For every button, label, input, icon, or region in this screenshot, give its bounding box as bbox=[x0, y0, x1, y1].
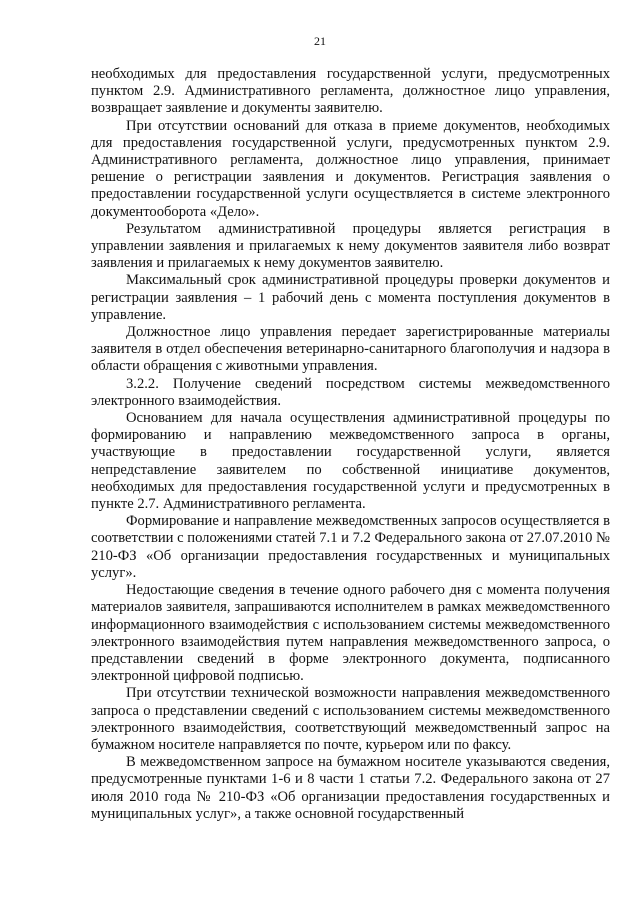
page-number: 21 bbox=[314, 34, 326, 48]
section-heading: 3.2.2. Получение сведений посредством системы межведомственного электронного взаимодействия. bbox=[91, 375, 610, 409]
paragraph: Основанием для начала осуществления административной процедуры по формированию и направлению межведомственного запроса в органы, участвующие в предоставлении государственной услуги, является непредставление заявителем по собственной инициативе документов, необходимых для предоставления государственной услуги и предусмотренных в пункте 2.7. Административного регламента. bbox=[91, 410, 610, 513]
paragraph: Должностное лицо управления передает зарегистрированные материалы заявителя в отдел обеспечения ветеринарно-санитарного благополучия и надзора в области обращения с животными управления. bbox=[91, 324, 610, 375]
paragraph: При отсутствии оснований для отказа в приеме документов, необходимых для предоставления государственной услуги, предусмотренных пунктом 2.9. Административного регламента, должностное лицо управления, принимает решение о регистрации заявления и документов. Регистрация заявления о предоставлении государственной услуги осуществляется в системе электронного документооборота «Дело». bbox=[91, 117, 610, 220]
paragraph: В межведомственном запросе на бумажном носителе указываются сведения, предусмотренные пунктами 1-6 и 8 части 1 статьи 7.2. Федерального закона от 27 июля 2010 года № 210-ФЗ «Об организации предоставления государственных и муниципальных услуг», а также основной государственный bbox=[91, 754, 610, 822]
paragraph: Максимальный срок административной процедуры проверки документов и регистрации заявления – 1 рабочий день с момента поступления документов в управление. bbox=[91, 272, 610, 323]
paragraph: необходимых для предоставления государственной услуги, предусмотренных пунктом 2.9. Административного регламента, должностное лицо управления, возвращает заявление и документы заявителю. bbox=[91, 66, 610, 117]
paragraph: При отсутствии технической возможности направления межведомственного запроса о представлении сведений с использованием системы межведомственного электронного взаимодействия, соответствующий межведомственный запрос на бумажном носителе направляется по почте, курьером или по факсу. bbox=[91, 685, 610, 753]
paragraph: Результатом административной процедуры является регистрация в управлении заявления и прилагаемых к нему документов заявителя либо возврат заявления и прилагаемых к нему документов заявителю. bbox=[91, 220, 610, 272]
paragraph: Недостающие сведения в течение одного рабочего дня с момента получения материалов заявителя, запрашиваются исполнителем в рамках межведомственного информационного взаимодействия с использованием системы межведомственного электронного взаимодействия путем направления межведомственного запроса, о представлении сведений в форме электронного документа, подписанного электронной цифровой подписью. bbox=[91, 582, 610, 685]
paragraph: Формирование и направление межведомственных запросов осуществляется в соответствии с положениями статей 7.1 и 7.2 Федерального закона от 27.07.2010 № 210-ФЗ «Об организации предоставления государственных и муниципальных услуг». bbox=[91, 513, 610, 581]
document-body bbox=[91, 66, 610, 823]
